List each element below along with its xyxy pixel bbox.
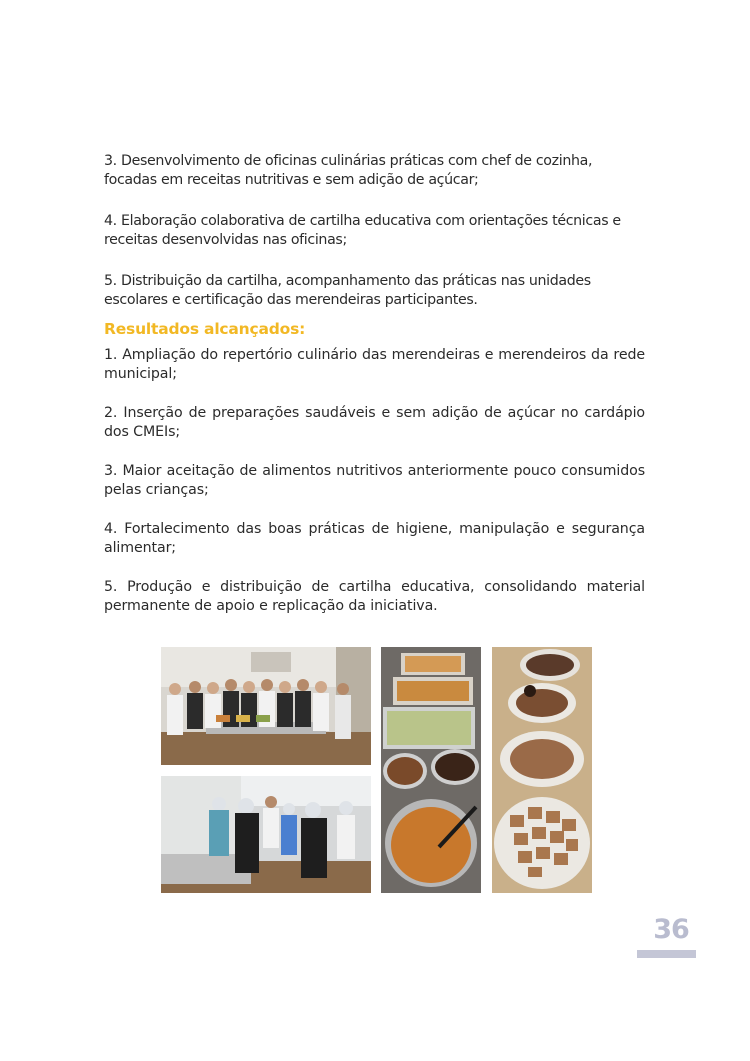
page-number: 36	[653, 914, 689, 945]
results-list	[104, 346, 645, 636]
steps-list	[104, 152, 649, 332]
result-item-1: 1. Ampliação do repertório culinário das merendeiras e merendeiros da rede municipal;	[104, 347, 645, 382]
result-item-4: 4. Fortalecimento das boas práticas de higiene, manipulação e segurança alimentar;	[104, 521, 645, 556]
photo-desserts	[492, 647, 592, 893]
results-heading: Resultados alcançados:	[104, 320, 306, 338]
result-item-2: 2. Inserção de preparações saudáveis e sem adição de açúcar no cardápio dos CMEIs;	[104, 405, 645, 440]
photo-food-trays	[381, 647, 481, 893]
photo-group-kitchen	[161, 647, 371, 765]
result-item-3: 3. Maior aceitação de alimentos nutritivos anteriormente pouco consumidos pelas crianças;	[104, 463, 645, 498]
step-item-4: 4. Elaboração colaborativa de cartilha educativa com orientações técnicas e receitas desenvolvidas nas oficinas;	[104, 213, 621, 248]
photo-workshop	[161, 776, 371, 893]
step-item-3: 3. Desenvolvimento de oficinas culinárias práticas com chef de cozinha, focadas em receitas nutritivas e sem adição de açúcar;	[104, 153, 593, 188]
page-number-bar	[637, 950, 696, 958]
step-item-5: 5. Distribuição da cartilha, acompanhamento das práticas nas unidades escolares e certificação das merendeiras participantes.	[104, 273, 591, 308]
result-item-5: 5. Produção e distribuição de cartilha educativa, consolidando material permanente de apoio e replicação da iniciativa.	[104, 579, 645, 614]
